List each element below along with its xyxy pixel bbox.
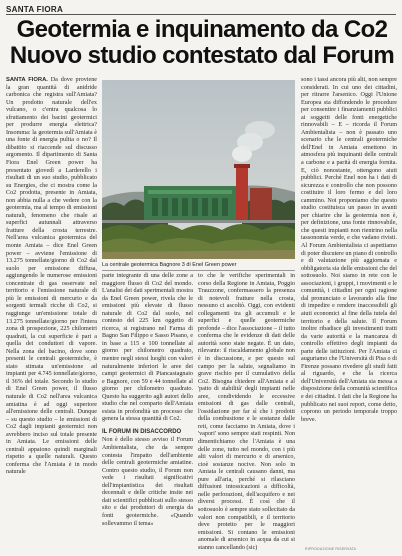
caption-rule bbox=[102, 270, 295, 271]
article-subheading: IL FORUM IN DISACCORDO bbox=[102, 428, 182, 435]
article-column-2b-text: Non è dello stesso avviso il Forum Ambientalista, che da sempre contesta l'impatto dell'ambiente delle centrali geotermiche amiatine. Contro questo studio, il Forum non vede i risultati significativi dell'impiantistica dei risultati decennali e delle critiche insite nei dati scientifici pubblicati sullo stesso sito e dai produttori di energia da fonti geotermiche. «Quando sollevammo il tema» bbox=[102, 437, 193, 527]
article-column-4 bbox=[301, 77, 397, 539]
section-label: SANTA FIORA bbox=[6, 5, 64, 14]
article-photo bbox=[102, 80, 295, 259]
article-column-1 bbox=[6, 77, 97, 539]
article-column-3-text: to che le verifiche sperimentali in corso della Regione in Amiata, Poggio Trauzzone, confermassero la presenza di notevoli fratture nella crosta, nessuno ci ascoltò. Oggi, con evidenti collegamenti tra gli accumuli e le superfici e quelle geotermiche profonde – dice l'associazione – il tutto conferma che le evidenze di dati delle autorità sono state negate. È un dato, rilevante: il riscaldamento globale non è in discussione, e per questo sul campo per la salute, segnaliamo in grave rischio per il cumulativo della Co2. Bisogna chiedere all'Amiata e al 'patto di stabilità' degli impianti nelle aree, condividendo le eccessive emissioni di gas dalle centrali, l'ossidazione per far sì che i prodotti della combustione e le sostanze dalle reti, come facciamo in Amiata, dove i 'vapori' sono sempre stati respinti. Non dimentichiamo che l'Amiata è una delle zone, tutto nel mondo, con i più alti valori di mercurio e di arsenico, cioè sostanze nocive. Non solo in Amiata le centrali causano danni, ma pure all'aria, perché si rilasciano diffusioni intossicazioni a difficoltà, nelle perforazioni, dell'acquifero e nei diversi processi. È così che il sottosuolo è sempre stato sollecitato da valori non compatibili, e il territorio deve protetto per le maggiori emissioni. Si contano le emissioni anomale di arsenico in acqua da cui si stanno cancellando (sic) bbox=[198, 273, 295, 551]
headline-line-1: Geotermia e inquinamento da Co2 bbox=[16, 16, 388, 43]
article-column-2-text: parte integrante di una delle zone a maggiore flusso di Co2 del mondo. L'analisi dei dati sperimentali mostra da Enel Green power, rivela che le emissioni più elevate di flusso naturale di Co2 dal suolo, nel contesto del 225 km oggetto di ricerca, si registrano nel Farma di Bagno San Filippo e Sasso Pisano, e in base a 115 e 100 tonnellate al giorno per chilometro quadrato, mentre negli stessi luoghi con valori naturalmente inferiori le aree dei campi geotermici di Piancastagnaio e Bagnore, con 59 e 44 tonnellate al giorno per chilometro quadrato. Questo ha suggerito agli autori dello studio che nel comparto dell'Amiata esista in profondità un processo che genera la stessa quantità di Co2. bbox=[102, 273, 193, 423]
article-column-4-text: sono i tassi ancora più alti, non sempre considerati. In cui uno dei cittadini, per ritrarre l'arsenico. Oggi l'Unione Europea sta diffondendo le procedure per consentire i finanziamenti pubblici ai soggetti delle fonti energetiche rinnovabili – E – ricorda il Forum Ambientalista – non è passato uno scenario che le centrali geotermiche dell'Enel in Amiata emettono in atmosfera più inquinanti delle centrali a carbone e a parità di energia fornita. E, ciò nonostante, ottengono aiuti pubblici. Perché Enel non ha i dati di sicurezza e controllo che non possono costituire il loro fermo e del loro cammino. Noi proponiamo che questo studio costituisca un passo in avanti per chiarire che la geotermia non è, per definizione, una fonte rinnovabile, che questi impianti non rientrino nella tassonomia verde, e che vadano rivisti. Al Forum Ambientalista ci aspettiamo di poter discutere un piano di controllo e di valutazione più aggiornata e obbligatoria sia delle emissioni che del sottosuolo. Noi siamo in rete con le associazioni, i gruppi, i movimenti e le comunità, i cittadini per ogni ragione dal pronunciato e lavorando alla fine di impedire e rendere inaccessibili gli aiuti economici al fine della tutela del territorio e della salute. Il Forum inoltre ribadisce gli investimenti tratti da varie autorità e la mancanza di controllo effettivo degli impianti da parte delle istituzioni. Per l'Amiata ci auguriamo che l'Università di Pisa o di Firenze possano rivedere gli studi fatti al riguardo, e che la ricerca dell'Università dell'Amiata sia messa a disposizione della comunità scientifica e dei cittadini. I dati che la Regione ha pubblicato nei suoi report, come detto, coprono un periodo temporale troppo breve. bbox=[301, 77, 397, 423]
top-rule bbox=[6, 14, 396, 15]
article-column-1-text: Da dove proviene la gran quantità di anidride carbonica che registra sull'Amiata? Un prodotto naturale dell'ex vulcano, o c'entra qualcosa lo sfruttamento dei bacini geotermici per produrre energia elettrica? Insomma: la geotermia sull'Amiata è una fonte di energia pulita o no? Il dibattito si riaccende sul discusso argomento. Il dipartimento di Santa Fiora Enel Green power ha presentato giovedì a Larderello i risultati di un suo studio, pubblicato su Energies, che ci mostra come la Co2 prodotta, presente in Amiata, non abbia nulla a che vedere con la geotermia, ma al tempo di emissioni naturali, fenomeno che risale ai superfici autunnali attraverso fratture della crosta terrestre. Nell'area vulcanica geotermica del monte Amiata – dice Enel Green power – avviene l'emissione di 13.275 tonnellate/giorno di Co2 dal suolo per emissione diffusa, aggiungendo le numerose emissioni concentrate di gas osservate nel territorio e l'emissione naturale di più le emissioni di mercurio e da sorgenti termali ricche di Co2, si raggiunge un'emissione totale di 13.275 tonnellate/giorno per l'intera zona di prospezione, 225 chilometri quadrati, la cui superficie è pari a quella dei conduttori di vapore. Nella zona del bacino, dove sono presenti le centrali geotermiche, è stato stimata un'emissione ad impianti per 4.745 tonnellate/giorno, il 36% del totale. Secondo lo studio di Enel Green power, il flusso naturale di Co2 nell'area vulcanica amiatina è ad oggi superiore all'emissione delle centrali. Dunque – su questo studio – le emissioni di Co2 dagli impianti geotermici non avrebbero inciso sul totale presente in Amiata. Le emissioni delle centrali appaiono quindi marginali rispetto a quelle naturali. Questo conferma che l'Amiata è in modo naturale bbox=[6, 77, 98, 476]
geothermal-plant-image bbox=[102, 80, 295, 259]
headline-line-2: Nuovo studio contestato dal Forum bbox=[9, 42, 395, 69]
copyright-footer: RIPRODUZIONE RISERVATA bbox=[305, 547, 357, 551]
article-column-2 bbox=[102, 273, 193, 539]
article-lead: SANTA FIORA. bbox=[6, 77, 48, 83]
article-column-3 bbox=[198, 273, 295, 551]
photo-caption: La centrale geotermica Bagnore 3 di Enel Green power bbox=[102, 262, 237, 268]
